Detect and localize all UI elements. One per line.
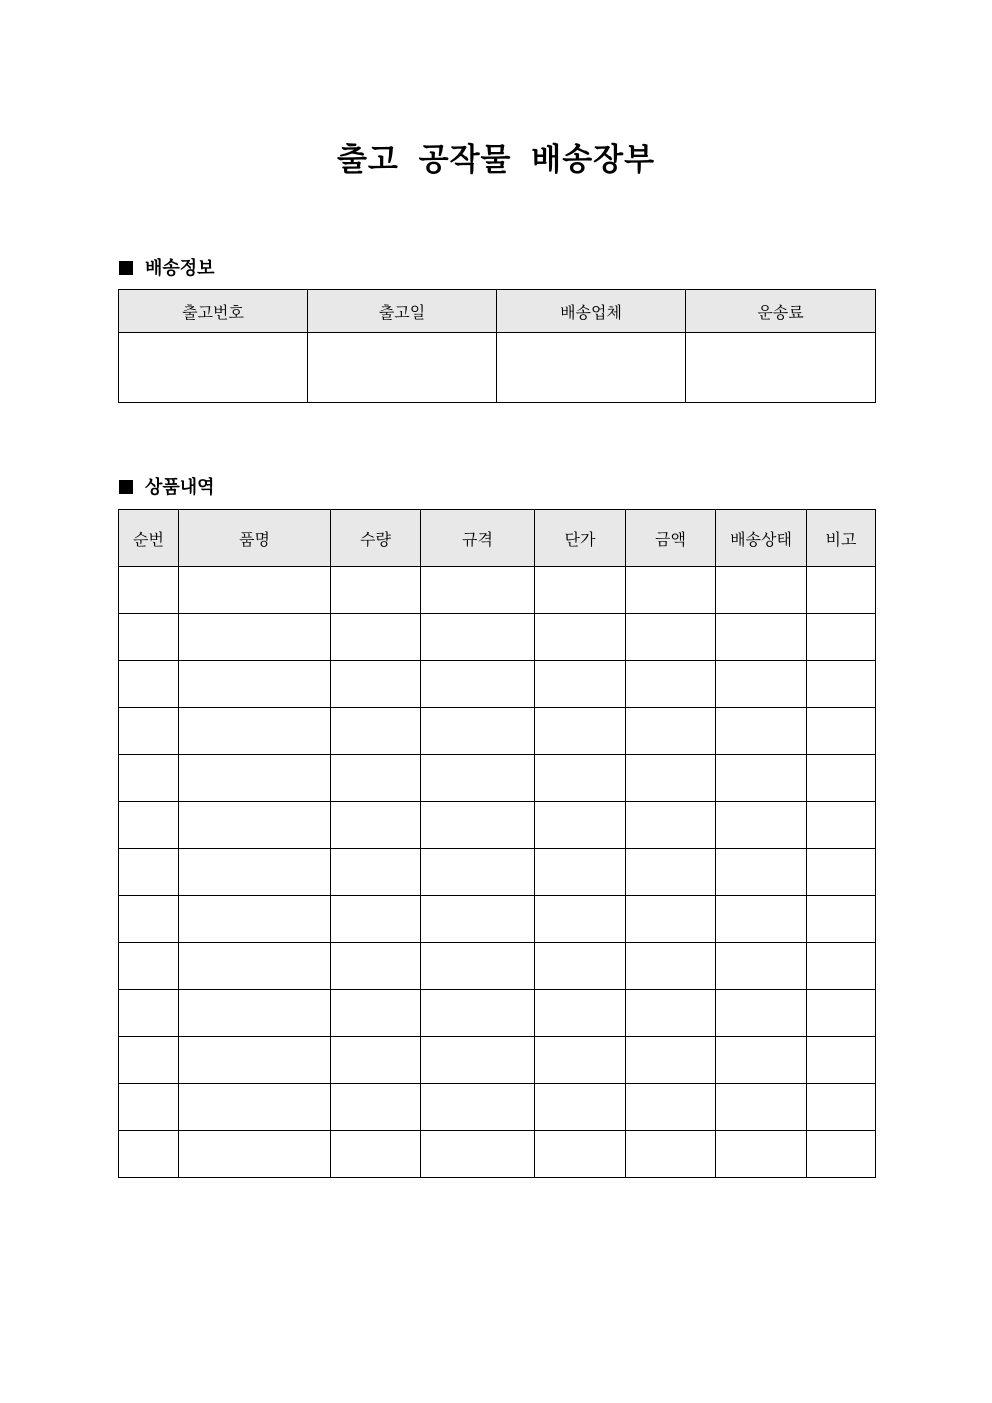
item-name-cell[interactable] [179, 567, 331, 614]
remarks-cell[interactable] [807, 802, 876, 849]
unit-price-cell[interactable] [535, 896, 626, 943]
delivery-status-cell[interactable] [716, 802, 807, 849]
item-name-cell[interactable] [179, 990, 331, 1037]
spec-cell[interactable] [421, 755, 535, 802]
quantity-cell[interactable] [331, 990, 421, 1037]
quantity-cell[interactable] [331, 755, 421, 802]
spec-cell[interactable] [421, 614, 535, 661]
delivery-info-heading [119, 254, 215, 280]
unit-price-cell[interactable] [535, 1131, 626, 1178]
quantity-cell[interactable] [331, 849, 421, 896]
amount-cell[interactable] [626, 755, 716, 802]
remarks-cell[interactable] [807, 661, 876, 708]
sequence-cell[interactable] [119, 990, 179, 1037]
item-name-cell[interactable] [179, 1131, 331, 1178]
spec-cell[interactable] [421, 661, 535, 708]
quantity-cell[interactable] [331, 1131, 421, 1178]
amount-cell[interactable] [626, 1037, 716, 1084]
table-row [119, 661, 876, 708]
remarks-cell[interactable] [807, 567, 876, 614]
column-header-amount: 금액 [626, 510, 716, 567]
delivery-status-cell[interactable] [716, 708, 807, 755]
item-details-heading-label: 상품내역 [145, 477, 215, 498]
remarks-cell[interactable] [807, 943, 876, 990]
spec-cell[interactable] [421, 567, 535, 614]
remarks-cell[interactable] [807, 708, 876, 755]
unit-price-cell[interactable] [535, 1037, 626, 1084]
sequence-cell[interactable] [119, 614, 179, 661]
item-name-cell[interactable] [179, 755, 331, 802]
quantity-cell[interactable] [331, 943, 421, 990]
sequence-cell[interactable] [119, 943, 179, 990]
quantity-cell[interactable] [331, 567, 421, 614]
amount-cell[interactable] [626, 943, 716, 990]
column-header-spec: 규격 [421, 510, 535, 567]
sequence-cell[interactable] [119, 1131, 179, 1178]
delivery-status-cell[interactable] [716, 661, 807, 708]
spec-cell[interactable] [421, 896, 535, 943]
item-name-cell[interactable] [179, 802, 331, 849]
delivery-info-heading-label: 배송정보 [145, 258, 215, 279]
quantity-cell[interactable] [331, 1037, 421, 1084]
delivery-status-cell[interactable] [716, 990, 807, 1037]
item-name-cell[interactable] [179, 1037, 331, 1084]
spec-cell[interactable] [421, 1084, 535, 1131]
unit-price-cell[interactable] [535, 755, 626, 802]
document-title: 출고 공작물 배송장부 [336, 142, 656, 178]
remarks-cell[interactable] [807, 849, 876, 896]
item-details-header-row [119, 510, 876, 567]
sequence-cell[interactable] [119, 708, 179, 755]
remarks-cell[interactable] [807, 614, 876, 661]
table-row [119, 708, 876, 755]
table-row [119, 567, 876, 614]
item-name-cell[interactable] [179, 849, 331, 896]
column-header-shipping-fee: 운송료 [686, 290, 876, 333]
carrier-cell[interactable] [497, 333, 686, 403]
release-number-cell[interactable] [119, 333, 308, 403]
quantity-cell[interactable] [331, 661, 421, 708]
remarks-cell[interactable] [807, 1131, 876, 1178]
spec-cell[interactable] [421, 990, 535, 1037]
delivery-status-cell[interactable] [716, 1037, 807, 1084]
delivery-status-cell[interactable] [716, 1131, 807, 1178]
amount-cell[interactable] [626, 990, 716, 1037]
amount-cell[interactable] [626, 661, 716, 708]
delivery-info-row [119, 333, 876, 403]
unit-price-cell[interactable] [535, 802, 626, 849]
amount-cell[interactable] [626, 708, 716, 755]
quantity-cell[interactable] [331, 1084, 421, 1131]
unit-price-cell[interactable] [535, 990, 626, 1037]
delivery-status-cell[interactable] [716, 614, 807, 661]
column-header-release-date: 출고일 [308, 290, 497, 333]
column-header-quantity: 수량 [331, 510, 421, 567]
item-name-cell[interactable] [179, 1084, 331, 1131]
unit-price-cell[interactable] [535, 1084, 626, 1131]
amount-cell[interactable] [626, 896, 716, 943]
table-row [119, 849, 876, 896]
item-name-cell[interactable] [179, 614, 331, 661]
sequence-cell[interactable] [119, 1037, 179, 1084]
spec-cell[interactable] [421, 802, 535, 849]
unit-price-cell[interactable] [535, 849, 626, 896]
table-row [119, 1037, 876, 1084]
shipping-fee-cell[interactable] [686, 333, 876, 403]
column-header-release-number: 출고번호 [119, 290, 308, 333]
spec-cell[interactable] [421, 849, 535, 896]
square-bullet-icon [119, 480, 133, 494]
quantity-cell[interactable] [331, 708, 421, 755]
remarks-cell[interactable] [807, 755, 876, 802]
delivery-status-cell[interactable] [716, 943, 807, 990]
quantity-cell[interactable] [331, 896, 421, 943]
unit-price-cell[interactable] [535, 567, 626, 614]
release-date-cell[interactable] [308, 333, 497, 403]
amount-cell[interactable] [626, 1131, 716, 1178]
spec-cell[interactable] [421, 943, 535, 990]
table-row [119, 990, 876, 1037]
spec-cell[interactable] [421, 1131, 535, 1178]
spec-cell[interactable] [421, 708, 535, 755]
column-header-remarks: 비고 [807, 510, 876, 567]
quantity-cell[interactable] [331, 614, 421, 661]
item-name-cell[interactable] [179, 708, 331, 755]
item-details-body [119, 567, 876, 1178]
delivery-status-cell[interactable] [716, 755, 807, 802]
delivery-status-cell[interactable] [716, 567, 807, 614]
remarks-cell[interactable] [807, 1037, 876, 1084]
table-row [119, 896, 876, 943]
sequence-cell[interactable] [119, 755, 179, 802]
sequence-cell[interactable] [119, 661, 179, 708]
table-row [119, 1084, 876, 1131]
sequence-cell[interactable] [119, 849, 179, 896]
column-header-sequence: 순번 [119, 510, 179, 567]
remarks-cell[interactable] [807, 990, 876, 1037]
sequence-cell[interactable] [119, 567, 179, 614]
table-row [119, 943, 876, 990]
item-details-table [118, 509, 876, 1178]
delivery-info-table [118, 289, 876, 403]
remarks-cell[interactable] [807, 1084, 876, 1131]
sequence-cell[interactable] [119, 1084, 179, 1131]
delivery-status-cell[interactable] [716, 1084, 807, 1131]
spec-cell[interactable] [421, 1037, 535, 1084]
column-header-unit-price: 단가 [535, 510, 626, 567]
sequence-cell[interactable] [119, 896, 179, 943]
quantity-cell[interactable] [331, 802, 421, 849]
delivery-info-header-row [119, 290, 876, 333]
table-row [119, 1131, 876, 1178]
item-name-cell[interactable] [179, 896, 331, 943]
unit-price-cell[interactable] [535, 943, 626, 990]
item-name-cell[interactable] [179, 943, 331, 990]
square-bullet-icon [119, 261, 133, 275]
column-header-item-name: 품명 [179, 510, 331, 567]
amount-cell[interactable] [626, 1084, 716, 1131]
item-details-heading [119, 473, 215, 499]
column-header-delivery-status: 배송상태 [716, 510, 807, 567]
amount-cell[interactable] [626, 802, 716, 849]
table-row [119, 802, 876, 849]
unit-price-cell[interactable] [535, 661, 626, 708]
amount-cell[interactable] [626, 614, 716, 661]
amount-cell[interactable] [626, 849, 716, 896]
delivery-status-cell[interactable] [716, 896, 807, 943]
amount-cell[interactable] [626, 567, 716, 614]
unit-price-cell[interactable] [535, 614, 626, 661]
table-row [119, 755, 876, 802]
column-header-carrier: 배송업체 [497, 290, 686, 333]
unit-price-cell[interactable] [535, 708, 626, 755]
delivery-status-cell[interactable] [716, 849, 807, 896]
item-name-cell[interactable] [179, 661, 331, 708]
sequence-cell[interactable] [119, 802, 179, 849]
table-row [119, 614, 876, 661]
remarks-cell[interactable] [807, 896, 876, 943]
